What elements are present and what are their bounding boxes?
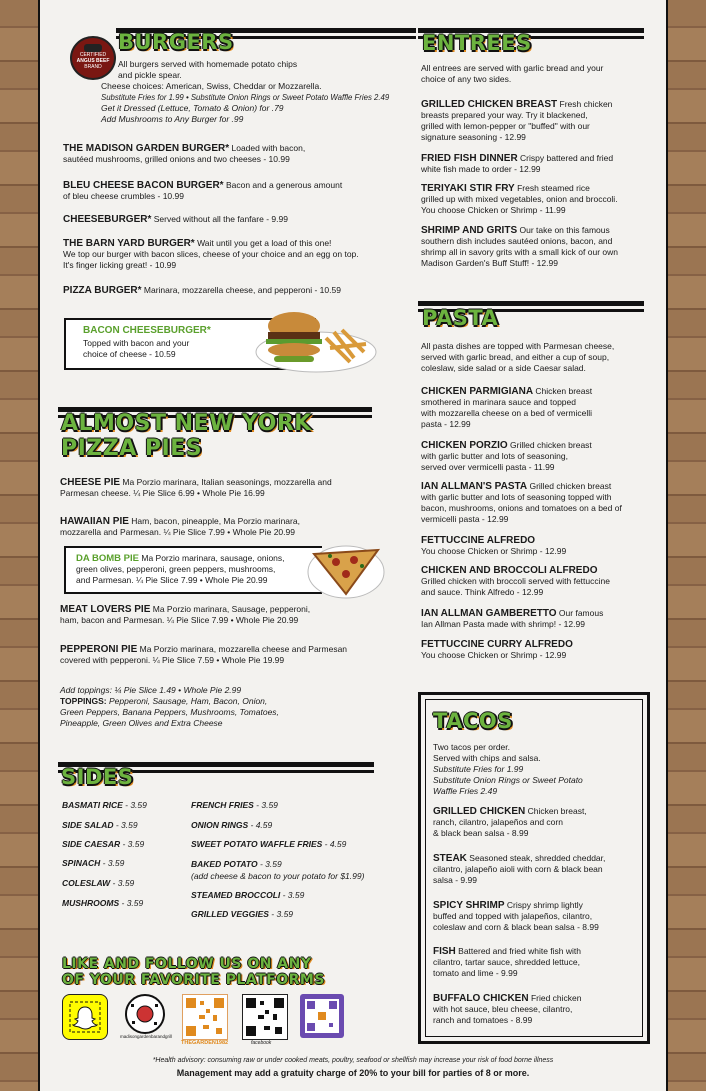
side-name: ONION RINGS <box>191 820 249 830</box>
item-desc: Fresh chicken <box>559 99 613 109</box>
menu-item <box>421 481 653 525</box>
menu-item <box>421 225 651 269</box>
feature-desc-line: green olives, pepperoni, green peppers, mushrooms, <box>76 564 276 574</box>
tacos-note: Substitute Fries for 1.99 <box>433 764 524 774</box>
item-desc: shrimp all in savory grits with a small kick of our own <box>421 247 618 257</box>
menu-item <box>421 608 651 630</box>
social-heading-line2: OF YOUR FAVORITE PLATFORMS <box>62 972 325 988</box>
item-name: FISH <box>433 946 456 957</box>
item-desc: Chicken breast, <box>527 806 587 816</box>
side-item <box>62 800 147 810</box>
item-desc: Madison Garden's Buff Stuff! - 12.99 <box>421 258 558 268</box>
item-desc: Crispy shrimp lightly <box>506 900 583 910</box>
pizza-toppings <box>60 685 380 729</box>
feature-pizza-callout <box>64 546 322 594</box>
cow-icon <box>84 44 102 52</box>
item-desc: with mozzarella cheese on a bed of vermicelli <box>421 408 593 418</box>
side-price: - 3.59 <box>100 858 125 868</box>
tacos-note: Waffle Fries 2.49 <box>433 786 498 796</box>
pasta-intro-line: served with garlic bread, and either a cup of soup, <box>421 352 610 362</box>
menu-item <box>63 143 383 165</box>
item-desc: Ian Allman Pasta made with shrimp! - 12.99 <box>421 619 585 629</box>
side-name: BAKED POTATO <box>191 859 258 869</box>
item-desc: cilantro, jalapeño aioli with corn & black bean <box>433 864 603 874</box>
item-desc: salsa - 9.99 <box>433 875 477 885</box>
side-name: SWEET POTATO WAFFLE FRIES <box>191 839 323 849</box>
item-desc: mozzarella and Parmesan. ¼ Pie Slice 7.99 • Whole Pie 20.99 <box>60 527 295 537</box>
item-desc: signature seasoning - 12.99 <box>421 132 526 142</box>
side-price: - 3.59 <box>120 839 145 849</box>
burgers-intro-line: Cheese choices: American, Swiss, Cheddar or Mozzarella. <box>101 81 322 91</box>
toppings-line: Pineapple, Green Olives and Extra Cheese <box>60 718 223 728</box>
item-desc: with garlic butter and lots of seasoning, <box>421 451 568 461</box>
menu-item <box>60 644 380 666</box>
item-desc: with hot sauce, bleu cheese, cilantro, <box>433 1004 573 1014</box>
menu-item <box>63 285 393 296</box>
side-name: SIDE CAESAR <box>62 839 121 849</box>
entrees-intro-line: choice of any two sides. <box>421 74 512 84</box>
item-desc: Grilled chicken breast <box>510 440 592 450</box>
item-name: STEAK <box>433 853 467 864</box>
item-desc: Battered and fried white fish with <box>458 946 581 956</box>
entrees-intro <box>421 63 651 85</box>
social-handle: THEGARDEN1982 <box>181 1040 229 1046</box>
item-name: PIZZA BURGER* <box>63 285 142 296</box>
item-desc: Wait until you get a load of this one! <box>197 238 332 248</box>
item-name: PEPPERONI PIE <box>60 644 138 655</box>
burgers-intro <box>101 59 417 125</box>
item-desc: We top our burger with bacon slices, cheese of your choice and an egg on top. <box>63 249 359 259</box>
item-desc: bacon, mushrooms, onions and tomatoes on a bed of <box>421 503 622 513</box>
side-name: MUSHROOMS <box>62 898 120 908</box>
side-price: - 4.59 <box>322 839 347 849</box>
item-desc: You choose Chicken or Shrimp - 11.99 <box>421 205 566 215</box>
item-desc: of bleu cheese crumbles - 10.99 <box>63 191 184 201</box>
side-item <box>191 859 282 869</box>
item-desc: coleslaw and corn & black bean salsa - 8.99 <box>433 922 599 932</box>
item-desc: You choose Chicken or Shrimp - 12.99 <box>421 546 567 556</box>
qr-code-icon[interactable] <box>181 994 229 1046</box>
logo-line1: CERTIFIED <box>79 52 107 58</box>
side-item <box>62 898 143 908</box>
side-price: - 3.59 <box>119 898 144 908</box>
item-desc: Ham, bacon, pineapple, Ma Porzio marinara, <box>131 516 300 526</box>
tacos-note: Substitute Onion Rings or Sweet Potato <box>433 775 583 785</box>
tacos-intro-line: Served with chips and salsa. <box>433 753 541 763</box>
side-name: SPINACH <box>62 858 101 868</box>
certified-angus-logo <box>70 36 116 80</box>
item-desc: Bacon and a generous amount <box>225 180 343 190</box>
side-price: - 3.59 <box>253 800 278 810</box>
burgers-intro-line: and pickle spear. <box>118 70 182 80</box>
side-name: GRILLED VEGGIES <box>191 909 269 919</box>
item-desc: You choose Chicken or Shrimp - 12.99 <box>421 650 567 660</box>
item-name: SHRIMP AND GRITS <box>421 225 518 236</box>
menu-item <box>63 238 393 271</box>
feature-desc-line: Ma Porzio marinara, sausage, onions, <box>141 553 285 563</box>
item-desc: It's finger licking great! - 10.99 <box>63 260 177 270</box>
menu-item <box>421 535 651 557</box>
menu-item <box>63 180 383 202</box>
item-desc: Grilled chicken breast <box>529 481 612 491</box>
item-desc: Ma Porzio marinara, Italian seasonings, mozzarella and <box>122 477 332 487</box>
item-desc: Marinara, mozzarella cheese, and pepperoni - 10.59 <box>143 285 341 295</box>
item-desc: pasta - 12.99 <box>421 419 471 429</box>
side-price: - 3.59 <box>268 909 294 919</box>
gratuity-notice: Management may add a gratuity charge of 20% to your bill for parties of 8 or more. <box>176 1068 530 1078</box>
item-desc: ranch and tomatoes - 8.99 <box>433 1015 533 1025</box>
side-item <box>191 890 304 900</box>
item-desc: buffed and topped with jalapeños, cilantro, <box>433 911 593 921</box>
item-name: FETTUCCINE ALFREDO <box>421 535 536 546</box>
pasta-title: PASTA <box>422 306 499 330</box>
menu-item <box>421 565 651 598</box>
toppings-price: Add toppings: ¼ Pie Slice 1.49 • Whole Pie 2.99 <box>60 685 242 695</box>
side-name: BASMATI RICE <box>62 800 123 810</box>
side-price: - 3.59 <box>110 878 135 888</box>
item-desc: Fried chicken <box>530 993 582 1003</box>
side-item <box>191 820 272 830</box>
tacos-title: TACOS <box>433 709 513 733</box>
item-name: CHEESEBURGER* <box>63 214 152 225</box>
feature-name: BACON CHEESEBURGER* <box>83 325 211 336</box>
menu-item <box>421 440 651 473</box>
burgers-intro-line: All burgers served with homemade potato chips <box>118 59 298 69</box>
social-heading <box>62 956 325 988</box>
item-name: MEAT LOVERS PIE <box>60 604 151 615</box>
side-price: - 3.59 <box>257 859 282 869</box>
side-name: SIDE SALAD <box>62 820 114 830</box>
item-desc: Fresh steamed rice <box>517 183 590 193</box>
sides-title: SIDES <box>61 765 134 789</box>
item-name: IAN ALLMAN'S PASTA <box>421 481 528 492</box>
menu-item <box>433 806 633 839</box>
side-name: STEAMED BROCCOLI <box>191 890 281 900</box>
baked-potato-note: (add cheese & bacon to your potato for $1.99) <box>191 871 365 881</box>
menu-item <box>421 153 651 175</box>
menu-item <box>421 183 651 216</box>
feature-desc-line: and Parmesan. ¼ Pie Slice 7.99 • Whole Pie 20.99 <box>76 575 268 585</box>
side-price: - 4.59 <box>248 820 273 830</box>
item-desc: white fish made to order - 12.99 <box>421 164 541 174</box>
menu-item <box>63 214 383 225</box>
menu-item <box>60 516 380 538</box>
feature-desc-line: choice of cheese - 10.59 <box>83 349 176 359</box>
item-name: HAWAIIAN PIE <box>60 516 129 527</box>
side-name: FRENCH FRIES <box>191 800 254 810</box>
item-name: THE MADISON GARDEN BURGER* <box>63 143 230 154</box>
side-item <box>62 878 134 888</box>
item-desc: Seasoned steak, shredded cheddar, <box>469 853 606 863</box>
toppings-label: TOPPINGS: <box>60 696 107 706</box>
menu-item <box>433 900 633 933</box>
item-desc: Crispy battered and fried <box>520 153 614 163</box>
item-desc: and sauce. Think Alfredo - 12.99 <box>421 587 544 597</box>
menu-item <box>421 639 651 661</box>
item-desc: tomato and lime - 9.99 <box>433 968 518 978</box>
logo-line2: ANGUS BEEF <box>76 58 110 64</box>
side-item <box>62 858 124 868</box>
burgers-title: BURGERS <box>118 30 234 54</box>
logo-line3: BRAND <box>84 64 102 70</box>
social-handle: facebook <box>251 1040 272 1046</box>
entrees-title: ENTREES <box>422 31 532 55</box>
item-name: CHICKEN AND BROCCOLI ALFREDO <box>421 565 598 576</box>
pizza-title-line1: ALMOST NEW YORK <box>61 411 312 436</box>
health-advisory: *Health advisory: consuming raw or under cooked meats, poultry, seafood or shellfish may increase your risk of food borne illness <box>152 1057 554 1064</box>
item-name: FETTUCCINE CURRY ALFREDO <box>421 639 573 650</box>
burger-photo <box>254 308 378 374</box>
side-item <box>191 839 346 849</box>
pizza-photo <box>306 540 386 600</box>
menu-page <box>40 0 666 1091</box>
feature-desc <box>83 338 189 360</box>
app-qr-icon[interactable] <box>300 994 344 1038</box>
side-price: - 3.59 <box>113 820 138 830</box>
pasta-intro <box>421 341 651 374</box>
menu-item <box>421 386 651 430</box>
item-desc: Served without all the fanfare - 9.99 <box>153 214 288 224</box>
social-handle: madisongardenbarandgrill <box>119 1034 173 1039</box>
item-desc: Ma Porzio marinara, Sausage, pepperoni, <box>152 604 311 614</box>
item-desc: Our take on this famous <box>519 225 610 235</box>
burgers-note: Get it Dressed (Lettuce, Tomato & Onion) for .79 <box>101 103 284 113</box>
pizza-title-line2: PIZZA PIES <box>61 436 203 461</box>
tacos-intro-line: Two tacos per order. <box>433 742 511 752</box>
item-desc: ranch, cilantro, jalapeños and corn <box>433 817 563 827</box>
item-name: TERIYAKI STIR FRY <box>421 183 515 194</box>
pizza-title <box>61 411 312 461</box>
toppings-line: Pepperoni, Sausage, Ham, Bacon, Onion, <box>108 696 268 706</box>
item-name: GRILLED CHICKEN BREAST <box>421 99 558 110</box>
item-name: CHEESE PIE <box>60 477 121 488</box>
item-name: BUFFALO CHICKEN <box>433 993 529 1004</box>
burgers-note: Substitute Fries for 1.99 • Substitute Onion Rings or Sweet Potato Waffle Fries 2.49 <box>101 93 390 102</box>
item-desc: grilled up with mixed vegetables, onion and broccoli. <box>421 194 618 204</box>
item-desc: & black bean salsa - 8.99 <box>433 828 529 838</box>
toppings-line: Green Peppers, Banana Peppers, Mushrooms, Tomatoes, <box>60 707 279 717</box>
snapchat-icon[interactable] <box>62 994 108 1040</box>
item-desc: cilantro, tartar sauce, shredded lettuce, <box>433 957 580 967</box>
feature-desc <box>76 553 326 586</box>
item-desc: smothered in marinara sauce and topped <box>421 397 576 407</box>
item-name: IAN ALLMAN GAMBERETTO <box>421 608 557 619</box>
item-desc: Chicken breast <box>535 386 593 396</box>
pasta-intro-line: coleslaw, side salad or a side Caesar salad. <box>421 363 586 373</box>
item-desc: vermicelli pasta - 12.99 <box>421 514 509 524</box>
side-item <box>62 839 144 849</box>
item-desc: Loaded with bacon, <box>231 143 306 153</box>
item-desc: grilled with lemon-pepper or "buffed" with our <box>421 121 590 131</box>
menu-item <box>421 99 651 143</box>
item-desc: sautéed mushrooms, grilled onions and two cheeses - 10.99 <box>63 154 290 164</box>
tacos-intro <box>433 742 633 797</box>
entrees-intro-line: All entrees are served with garlic bread and your <box>421 63 604 73</box>
item-desc: with garlic butter and lots of seasoning topped with <box>421 492 612 502</box>
item-desc: Grilled chicken with broccoli served with fettuccine <box>421 576 610 586</box>
menu-item <box>433 993 633 1026</box>
burgers-note: Add Mushrooms to Any Burger for .99 <box>101 114 244 124</box>
menu-item <box>60 477 380 499</box>
facebook-qr-icon[interactable] <box>242 994 288 1046</box>
item-name: GRILLED CHICKEN <box>433 806 526 817</box>
social-heading-line1: LIKE AND FOLLOW US ON ANY <box>62 956 312 972</box>
item-name: CHICKEN PARMIGIANA <box>421 386 534 397</box>
item-name: CHICKEN PORZIO <box>421 440 508 451</box>
side-name: COLESLAW <box>62 878 111 888</box>
item-desc: ham, bacon and Parmesan. ¼ Pie Slice 7.99 • Whole Pie 20.99 <box>60 615 299 625</box>
item-desc: Parmesan cheese. ¼ Pie Slice 6.99 • Whole Pie 16.99 <box>60 488 265 498</box>
item-name: THE BARN YARD BURGER* <box>63 238 195 249</box>
side-price: - 3.59 <box>280 890 305 900</box>
item-desc: covered with pepperoni. ¼ Pie Slice 7.59 • Whole Pie 19.99 <box>60 655 285 665</box>
menu-item <box>433 946 633 979</box>
item-desc: southern dish includes sautéed onions, bacon, and <box>421 236 613 246</box>
feature-name: DA BOMB PIE <box>76 553 139 564</box>
item-name: FRIED FISH DINNER <box>421 153 518 164</box>
item-desc: served over vermicelli pasta - 11.99 <box>421 462 555 472</box>
menu-item <box>433 853 633 886</box>
side-item <box>62 820 138 830</box>
item-name: SPICY SHRIMP <box>433 900 505 911</box>
item-desc: breasts prepared your way. Try it blackened, <box>421 110 588 120</box>
pasta-intro-line: All pasta dishes are topped with Parmesan cheese, <box>421 341 615 351</box>
side-price: - 3.59 <box>122 800 147 810</box>
side-item <box>191 800 278 810</box>
menu-item <box>60 604 380 626</box>
feature-desc-line: Topped with bacon and your <box>83 338 190 348</box>
item-desc: Ma Porzio marinara, mozzarella cheese and Parmesan <box>139 644 348 654</box>
item-name: BLEU CHEESE BACON BURGER* <box>63 180 224 191</box>
instagram-qr-icon[interactable] <box>119 994 173 1040</box>
side-item <box>191 909 293 919</box>
item-desc: Our famous <box>558 608 604 618</box>
